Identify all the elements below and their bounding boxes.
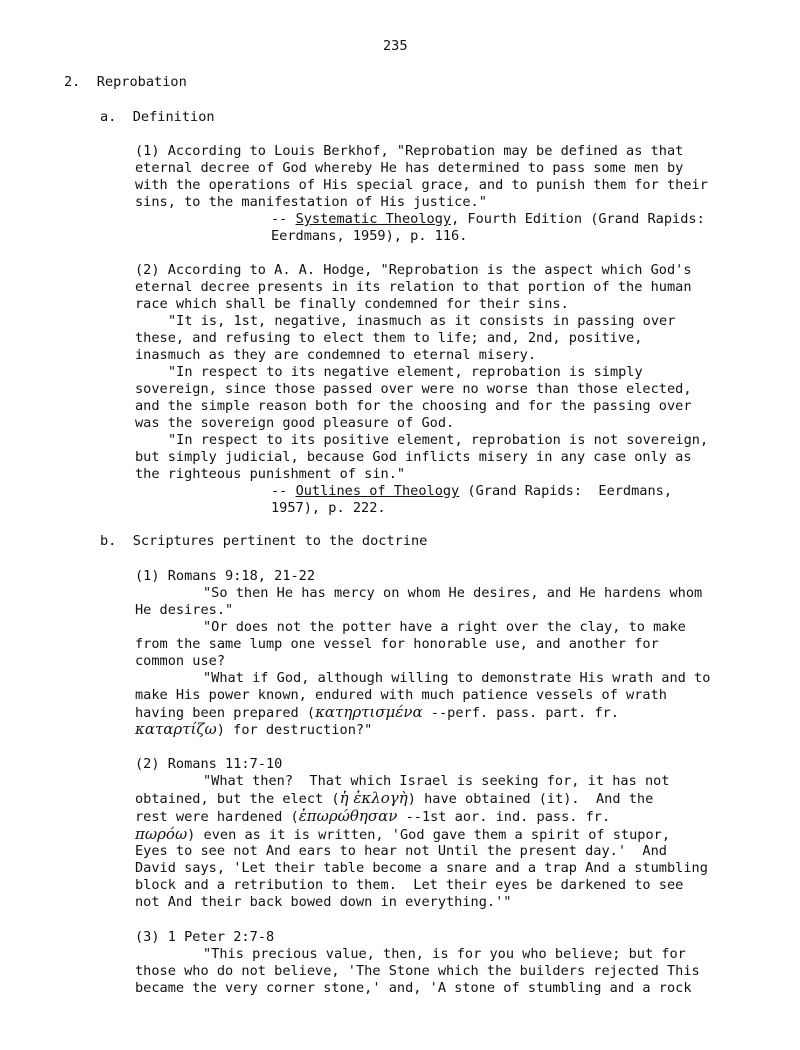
- subsection-heading-definition: a. Definition: [100, 109, 215, 125]
- greek-word: ἡ ἐκλογὴ: [339, 789, 408, 807]
- text-segment: ) even as it is written, 'God gave them a spirit of stupor,: [187, 827, 671, 843]
- greek-word: καταρτίζω: [135, 720, 217, 738]
- text-segment: ) have obtained (it). And the: [407, 791, 654, 807]
- text-line: "This precious value, then, is for you who believe; but for: [203, 946, 686, 962]
- citation-line: 1957), p. 222.: [271, 500, 386, 516]
- text-line: "In respect to its positive element, reprobation is not sovereign,: [168, 432, 709, 448]
- text-segment: --1st aor. ind. pass. fr.: [397, 809, 611, 825]
- text-line: common use?: [135, 653, 226, 669]
- scripture-reference: (3) 1 Peter 2:7-8: [135, 929, 275, 945]
- text-line: (2) According to A. A. Hodge, "Reprobation is the aspect which God's: [135, 262, 692, 278]
- greek-word: ἐπωρώθησαν: [298, 807, 398, 825]
- citation-line: [271, 211, 705, 228]
- text-line: eternal decree of God whereby He has determined to pass some men by: [135, 160, 684, 176]
- text-line: but simply judicial, because God inflicts misery in any case only as: [135, 449, 692, 465]
- text-line: David says, 'Let their table become a snare and a trap And a stumbling: [135, 860, 708, 876]
- text-line: "What then? That which Israel is seeking for, it has not: [203, 773, 670, 789]
- citation-line: [271, 483, 672, 500]
- page-number: 235: [383, 38, 408, 54]
- greek-word: κατηρτισμένα: [315, 703, 423, 721]
- text-line: with the operations of His special grace, and to punish them for their: [135, 177, 708, 193]
- text-line: "It is, 1st, negative, inasmuch as it consists in passing over: [168, 313, 676, 329]
- text-line: sins, to the manifestation of His justice.": [135, 194, 487, 210]
- text-segment: ) for destruction?": [216, 722, 373, 738]
- text-segment: having been prepared (: [135, 705, 316, 721]
- citation-dash: --: [271, 483, 296, 499]
- text-line: make His power known, endured with much patience vessels of wrath: [135, 687, 667, 703]
- text-line: eternal decree presents in its relation to that portion of the human: [135, 279, 692, 295]
- text-line: [135, 721, 372, 739]
- citation-rest: , Fourth Edition (Grand Rapids:: [451, 211, 705, 227]
- text-line: Eyes to see not And ears to hear not Until the present day.' And: [135, 843, 667, 859]
- text-line: race which shall be finally condemned for their sins.: [135, 296, 569, 312]
- scripture-reference: (1) Romans 9:18, 21-22: [135, 568, 316, 584]
- text-line: (1) According to Louis Berkhof, "Reprobation may be defined as that: [135, 143, 684, 159]
- citation-title: Systematic Theology: [295, 211, 452, 227]
- text-line: He desires.": [135, 602, 234, 618]
- text-line: these, and refusing to elect them to life; and, 2nd, positive,: [135, 330, 643, 346]
- text-line: block and a retribution to them. Let their eyes be darkened to see: [135, 877, 684, 893]
- greek-word: πωρόω: [135, 825, 188, 843]
- text-line: from the same lump one vessel for honorable use, and another for: [135, 636, 659, 652]
- text-segment: --perf. pass. part. fr.: [422, 705, 620, 721]
- text-line: those who do not believe, 'The Stone which the builders rejected This: [135, 963, 700, 979]
- citation-line: Eerdmans, 1959), p. 116.: [271, 228, 468, 244]
- subsection-heading-scriptures: b. Scriptures pertinent to the doctrine: [100, 533, 428, 549]
- citation-rest: (Grand Rapids: Eerdmans,: [459, 483, 673, 499]
- section-heading-reprobation: 2. Reprobation: [64, 74, 187, 90]
- text-line: and the simple reason both for the choosing and for the passing over: [135, 398, 692, 414]
- text-line: "What if God, although willing to demonstrate His wrath and to: [203, 670, 711, 686]
- citation-dash: --: [271, 211, 296, 227]
- text-segment: rest were hardened (: [135, 809, 299, 825]
- citation-title: Outlines of Theology: [295, 483, 460, 499]
- text-segment: obtained, but the elect (: [135, 791, 340, 807]
- text-line: "Or does not the potter have a right over the clay, to make: [203, 619, 686, 635]
- text-line: "So then He has mercy on whom He desires, and He hardens whom: [203, 585, 703, 601]
- text-line: "In respect to its negative element, reprobation is simply: [168, 364, 643, 380]
- text-line: inasmuch as they are condemned to eternal misery.: [135, 347, 537, 363]
- text-line: [135, 808, 610, 826]
- text-line: became the very corner stone,' and, 'A stone of stumbling and a rock: [135, 980, 692, 996]
- text-line: sovereign, since those passed over were no worse than those elected,: [135, 381, 692, 397]
- text-line: [135, 790, 653, 808]
- text-line: not And their back bowed down in everything.'": [135, 894, 512, 910]
- text-line: [135, 826, 670, 844]
- text-line: the righteous punishment of sin.": [135, 466, 406, 482]
- scripture-reference: (2) Romans 11:7-10: [135, 756, 283, 772]
- text-line: was the sovereign good pleasure of God.: [135, 415, 455, 431]
